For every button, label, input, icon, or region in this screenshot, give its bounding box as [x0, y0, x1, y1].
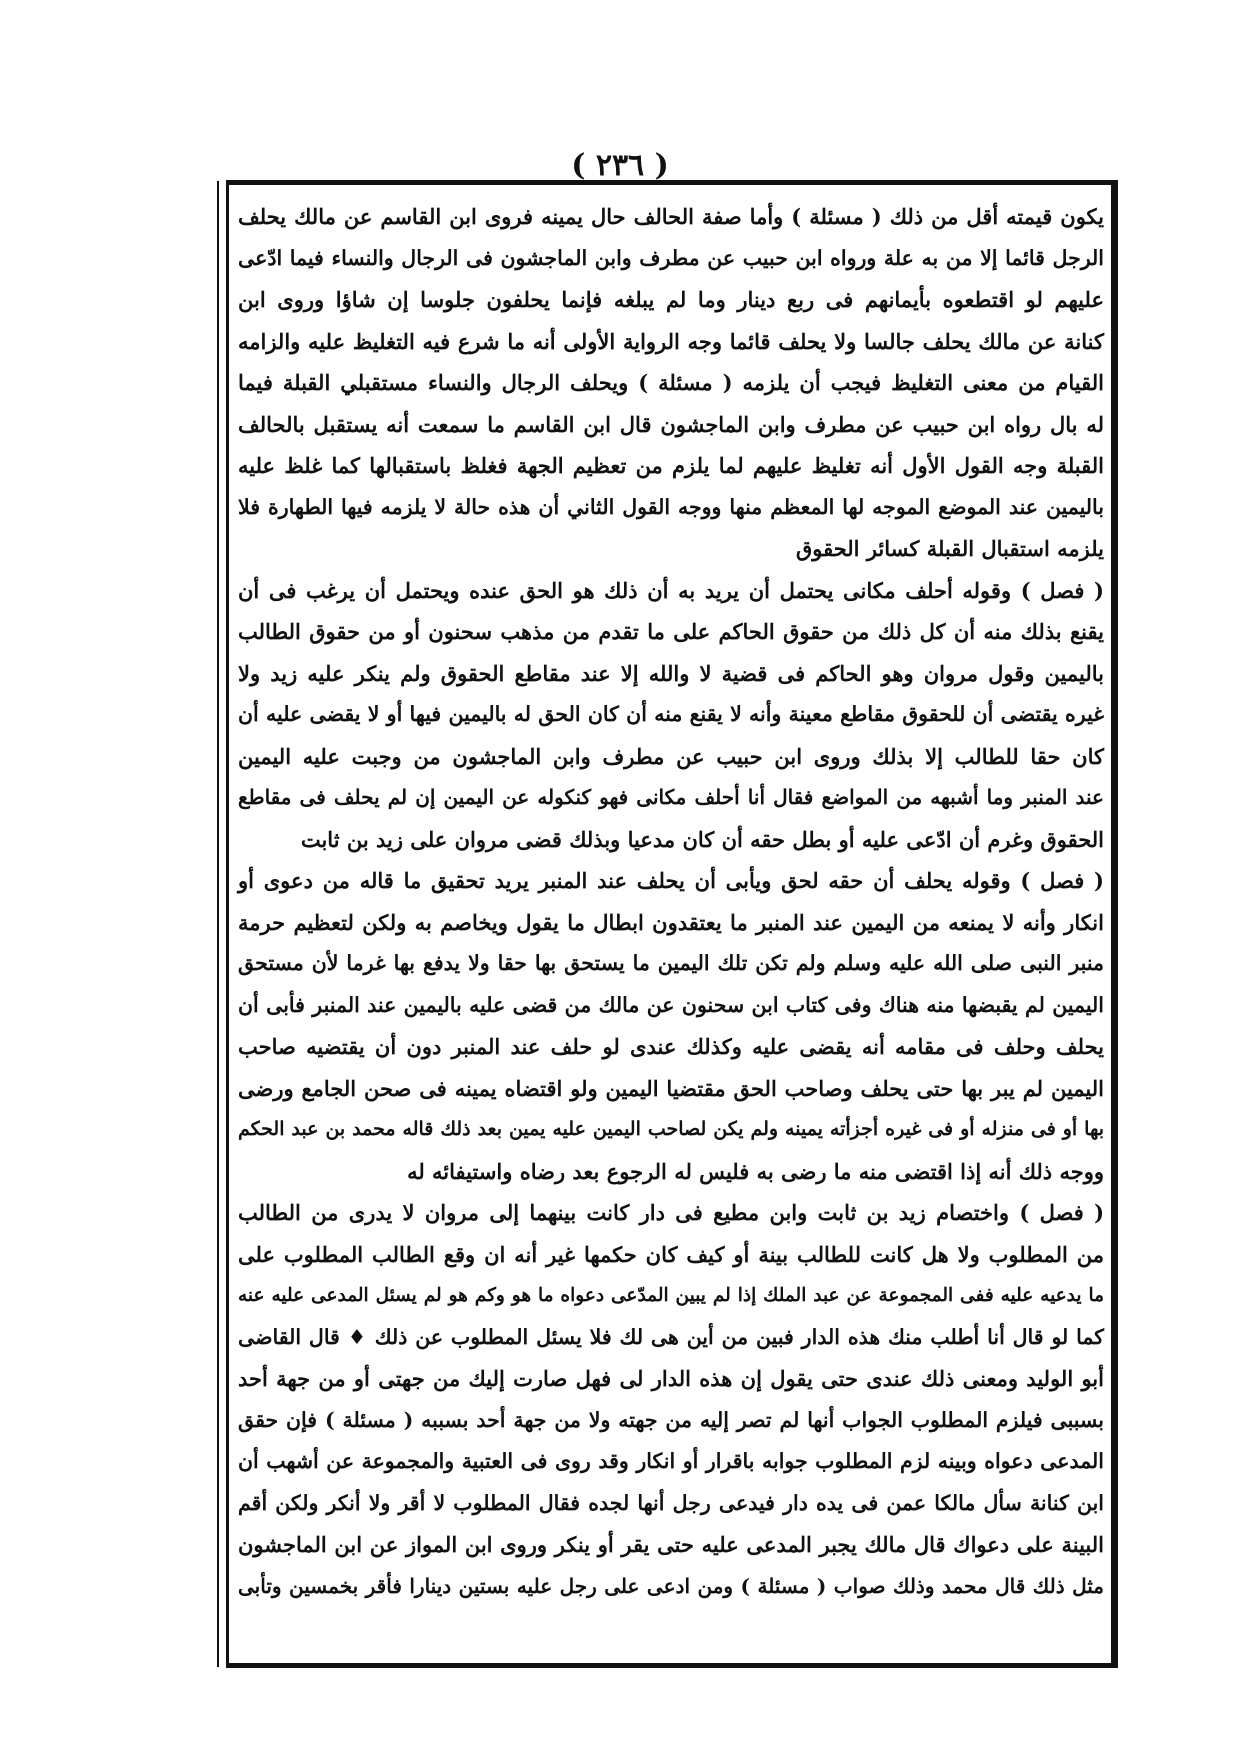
text-line: يقنع بذلك منه أن كل ذلك من حقوق الحاكم على ما تقدم من مذهب سحنون أو من حقوق الطالب [238, 619, 1104, 644]
text-line: ( فصل ) وقوله أحلف مكانى يحتمل أن يريد به أن ذلك هو الحق عنده ويحتمل أن يرغب فى أن [238, 577, 1104, 603]
text-line: باليمين وقول مروان وهو الحاكم فى قضية لا والله إلا عند مقاطع الحقوق ولم ينكر عليه زيد ولا [238, 660, 1104, 686]
text-line: الرجل قائما إلا من به علة ورواه ابن حبيب عن مطرف وابن الماجشون فى الرجال والنساء فيما ادّعى [238, 245, 1104, 270]
text-line: باليمين عند الموضع الموجه لها المعظم منها ووجه القول الثاني أن هذه حالة لا يلزمه فيها الطهارة فلا [238, 494, 1104, 519]
text-line: المدعى دعواه وبينه لزم المطلوب جوابه باقرار أو انكار وقد روى فى العتبية والمجموعة عن أشهب أن [238, 1449, 1104, 1473]
text-line: الحقوق وغرم أن ادّعى عليه أو بطل حقه أن كان مدعيا وبذلك قضى مروان على زيد بن ثابت [300, 826, 1104, 852]
text-line: اليمين لم يقبضها منه هناك وفى كتاب ابن سحنون عن مالك من قضى عليه باليمين عند المنبر فأبى أن [238, 992, 1104, 1017]
page-number: ( ٢٣٦ ) [571, 148, 669, 183]
text-line: انكار وأنه لا يمنعه من اليمين عند المنبر ما يعتقدون ابطال ما يقول ويخاصم به ولكن لتعظيم حرمة [238, 909, 1104, 935]
text-line: كما لو قال أنا أطلب منك هذه الدار فبين من أين هى لك فلا يسئل المطلوب عن ذلك ♦ قال القاضى [238, 1324, 1104, 1349]
text-line: بسببى فيلزم المطلوب الجواب أنها لم تصر إليه من جهته ولا من جهة أحد بسببه ( مسئلة ) فإن حقق [238, 1407, 1104, 1432]
main-text [232, 196, 1110, 1656]
text-line: كنانة عن مالك يحلف جالسا ولا يحلف قائما وجه الرواية الأولى أنه ما شرع فيه التغليظ عليه والزامه [238, 328, 1104, 354]
text-line: يلزمه استقبال القبلة كسائر الحقوق [795, 536, 1104, 561]
text-line: ( فصل ) وقوله يحلف أن حقه لحق ويأبى أن يحلف عند المنبر يريد تحقيق ما قاله من دعوى أو [238, 868, 1104, 893]
text-line: بها أو فى منزله أو فى غيره أجزأته يمينه ولم يكن لصاحب اليمين عليه يمين بعد ذلك قاله محمد بن عبد الحكم [238, 1118, 1104, 1140]
text-line: كان حقا للطالب إلا بذلك وروى ابن حبيب عن مطرف وابن الماجشون من وجبت عليه اليمين [238, 743, 1104, 769]
text-line: عند المنبر وما أشبهه من المواضع فقال أنا أحلف مكانى فهو كنكوله عن اليمين إن لم يحلف فى مقاطع [238, 785, 1104, 809]
text-line: من المطلوب ولا هل كانت للطالب بينة أو كيف كان حكمها غير أنه ان وقع الطالب المطلوب على [238, 1241, 1104, 1267]
text-line: مثل ذلك قال محمد وذلك صواب ( مسئلة ) ومن ادعى على رجل عليه بستين دينارا فأقر بخمسين وتأبى [238, 1573, 1104, 1598]
text-line: غيره يقتضى أن للحقوق مقاطع معينة وأنه لا يقنع منه أن كان الحق له باليمين فيها أو لا يقضى عليه أن [238, 702, 1104, 726]
text-line: القيام من معنى التغليظ فيجب أن يلزمه ( مسئلة ) ويحلف الرجال والنساء مستقبلي القبلة فيما [238, 370, 1104, 395]
text-line: ووجه ذلك أنه إذا اقتضى منه ما رضى به فليس له الرجوع بعد رضاه واستيفائه له [407, 1158, 1104, 1184]
text-line: ( فصل ) واختصام زيد بن ثابت وابن مطيع فى دار كانت بينهما إلى مروان لا يدرى من الطالب [238, 1200, 1104, 1225]
text-line: البينة على دعواك قال مالك يجبر المدعى عليه حتى يقر أو ينكر وروى ابن المواز عن ابن الماجشون [238, 1532, 1104, 1557]
text-line: عليهم لو اقتطعوه بأيمانهم فى ربع دينار وما لم يبلغه فإنما يحلفون جلوسا إن شاؤا وروى ابن [238, 287, 1104, 312]
text-line: اليمين لم يبر بها حتى يحلف وصاحب الحق مقتضيا اليمين ولو اقتضاه يمينه فى صحن الجامع ورضى [238, 1075, 1104, 1101]
text-line: له بال رواه ابن حبيب عن مطرف وابن الماجشون قال ابن القاسم ما سمعت أنه يستقبل بالحالف [238, 411, 1104, 437]
text-line: ما يدعيه عليه ففى المجموعة عن عبد الملك إذا لم يبين المدّعى دعواه ما هو وكم هو لم يسئل المدعى عليه عنه [238, 1285, 1104, 1306]
text-line: القبلة وجه القول الأول أنه تغليظ عليهم لما يلزم من تعظيم الجهة فغلظ باستقبالها كما غلظ عليه [238, 453, 1104, 478]
text-line: يكون قيمته أقل من ذلك ( مسئلة ) وأما صفة الحالف حال يمينه فروى ابن القاسم عن مالك يحلف [238, 204, 1104, 229]
text-line: منبر النبى صلى الله عليه وسلم ولم تكن تلك اليمين ما يستحق بها حقا ولا يدفع بها غرما لأن مستحق [238, 951, 1104, 975]
text-line: يحلف وحلف فى مقامه أنه يقضى عليه وكذلك عندى لو حلف عند المنبر دون أن يقتضيه صاحب [238, 1034, 1104, 1059]
text-line: ابن كنانة سأل مالكا عمن فى يده دار فيدعى رجل أنها لجده فقال المطلوب لا أقر ولا أنكر ولكن أقم [238, 1490, 1104, 1515]
text-line: أبو الوليد ومعنى ذلك عندى حتى يقول إن هذه الدار لى فهل صارت إليك من جهتى أو من جهة أحد [238, 1366, 1104, 1391]
